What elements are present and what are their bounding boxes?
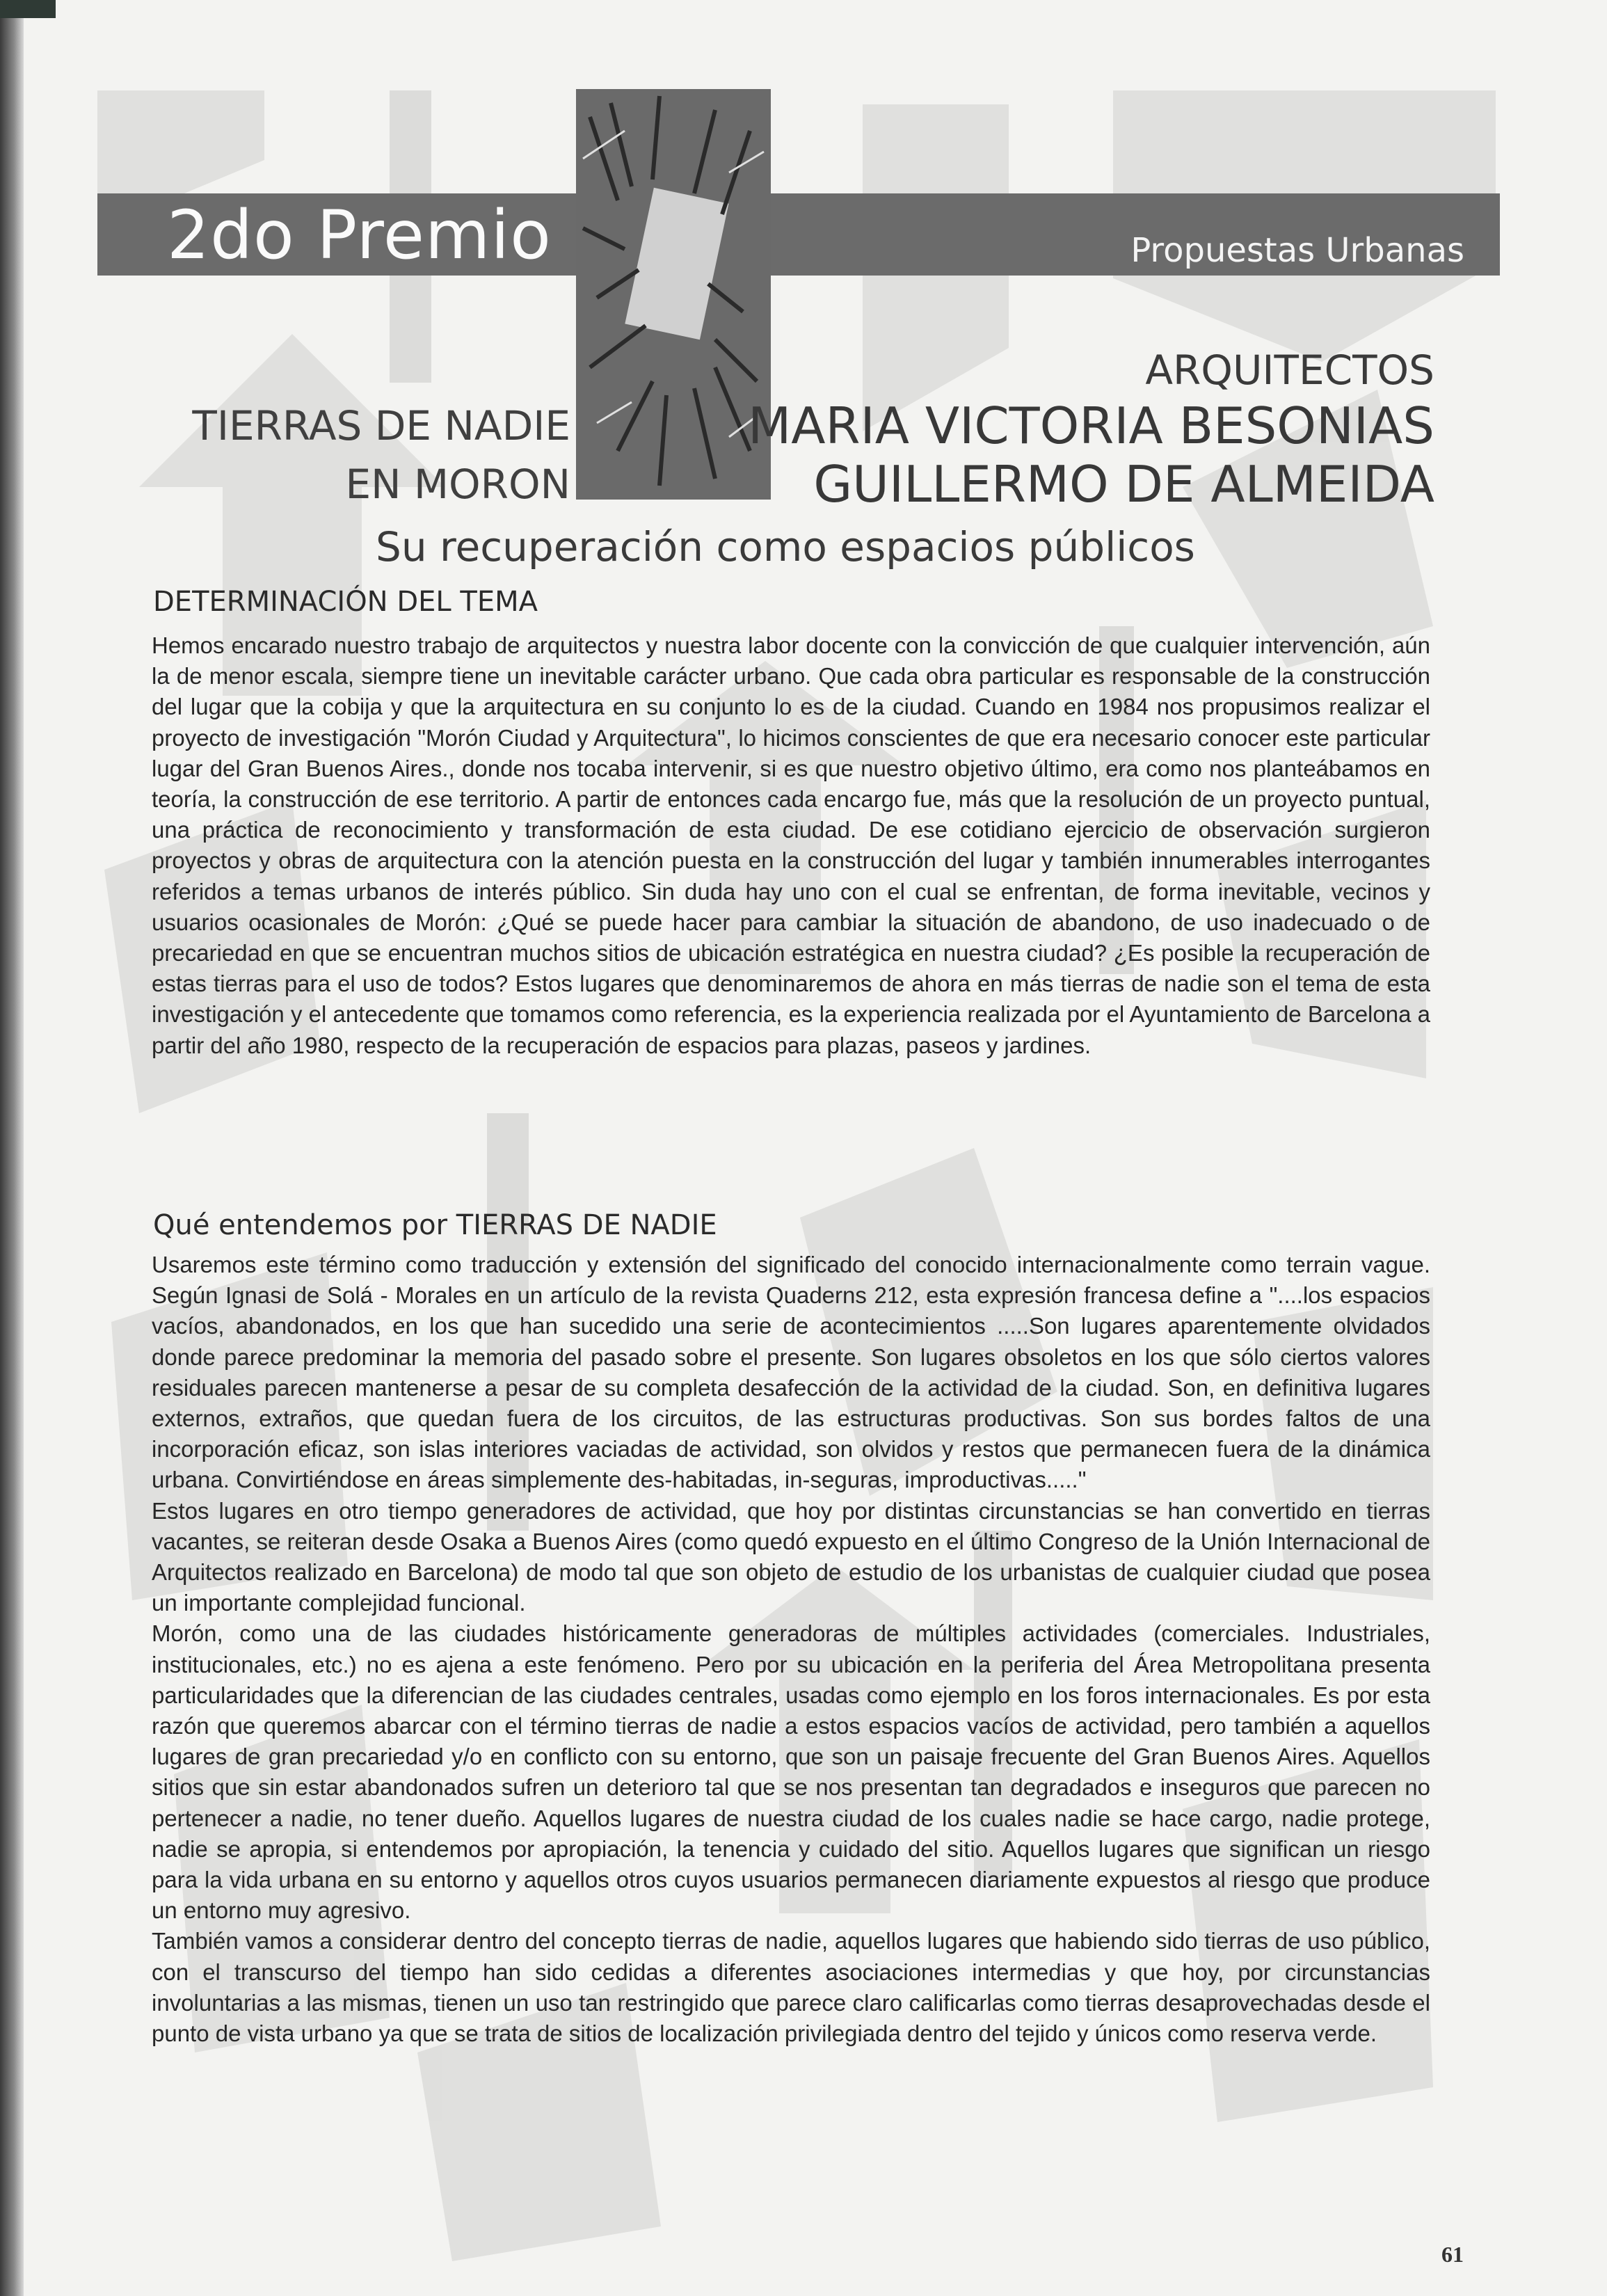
header-photo [576,89,771,500]
paragraph: Estos lugares en otro tiempo generadores de actividad, que hoy por distintas circunstancias se han convertido en tierras vacantes, se reiteran desde Osaka a Buenos Aires (como quedó expuesto en el último Congreso de la Unión Internacional de Arquitectos realizado en Barcelona) de modo tal que son objeto de estudio de los urbanistas de cualquier ciudad que posea un importante complejidad funcional. [152,1497,1430,1616]
page-number: 61 [1441,2242,1464,2267]
architects-label: ARQUITECTOS [1145,346,1434,394]
project-title [192,397,570,513]
architecture-photo-graphic [576,89,771,500]
section-label: Propuestas Urbanas [1130,231,1464,270]
paragraph: Morón, como una de las ciudades históricamente generadoras de múltiples actividades (comerciales. Industriales, institucionales, etc.) no es ajena a este fenómeno. Pero por su ubicación en la periferia del Área Metropolitana presenta particularidades que la diferencian de las ciudades centrales, usadas como ejemplo en los foros internacionales. Es por esta razón que queremos abarcar con el término tierras de nadie a estos espacios vacíos de actividad, pero también a aquellos lugares de gran precariedad y/o en conflicto con su entorno, que son un paisaje frecuente del Gran Buenos Aires. Aquellos sitios que sin estar abandonados sufren un deterioro tal que se nos presentan tan degradados e inseguros que parecen no pertenecer a nadie, no tener dueño. Aquellos lugares de nuestra ciudad de los cuales nadie se hace cargo, nadie protege, nadie se apropia, si entendemos por apropiación, la tenencia y cuidado del sitio. Aquellos lugares que significan un riesgo para la vida urbana en su entorno y aquellos otros cuyos usuarios permanecen diariamente expuestos al riesgo que produce un entorno muy agresivo. [152,1620,1430,1924]
author-name: GUILLERMO DE ALMEIDA [813,455,1434,513]
paragraph: También vamos a considerar dentro del concepto tierras de nadie, aquellos lugares que habiendo sido tierras de uso público, con el transcurso del tiempo han sido cedidas a diferentes asociaciones intermedias y que hoy, por circunstancias involuntarias a las mismas, tienen un uso tan restringido que parece claro calificarlas como tierras desaprovechadas desde el punto de vista urbano ya que se trata de sitios de localización privilegiada dentro del tejido y únicos como reserva verde. [152,1928,1430,2047]
project-title-line-2: EN MORON [345,461,570,508]
section-heading: Qué entendemos por TIERRAS DE NADIE [153,1209,717,1241]
section-body [152,1250,1430,2049]
project-title-line-1: TIERRAS DE NADIE [192,402,570,449]
section-heading: DETERMINACIÓN DEL TEMA [153,586,538,618]
author-list [748,397,1434,513]
article-subtitle: Su recuperación como espacios públicos [376,523,1195,571]
author-name: MARIA VICTORIA BESONIAS [748,397,1434,455]
paragraph: Usaremos este término como traducción y extensión del significado del conocido internacionalmente como terrain vague. Según Ignasi de Solá - Morales en un artículo de la revista Quaderns 212, esta expresión francesa define a "....los espacios vacíos, abandonados, en los que han sucedido una serie de acontecimientos .....Son lugares aparentemente olvidados donde parece predominar la memoria del pasado sobre el presente. Son lugares obsoletos en los que sólo ciertos valores residuales parecen mantenerse a pesar de su completa desafección de la actividad de la ciudad. Son, en definitiva lugares externos, extraños, que quedan fuera de los circuitos, de las estructuras productivas. Son sus bordes faltos de una incorporación eficaz, son islas interiores vaciadas de actividad, son olvidos y restos que permanecen fuera de la dinámica urbana. Convirtiéndose en áreas simplemente des-habitadas, in-seguras, improductivas....." [152,1252,1430,1493]
paragraph: Hemos encarado nuestro trabajo de arquitectos y nuestra labor docente con la convicción de que cualquier intervención, aún la de menor escala, siempre tiene un inevitable carácter urbano. Que cada obra particular es responsable de la construcción del lugar que la cobija y que la arquitectura en su conjunto lo es de la ciudad. Cuando en 1984 nos propusimos realizar el proyecto de investigación "Morón Ciudad y Arquitectura", lo hicimos conscientes de que era necesario conocer este particular lugar del Gran Buenos Aires., donde nos tocaba intervenir, si es que nuestro objetivo último, era como nos planteábamos en teoría, la construcción de ese territorio. A partir de entonces cada encargo fue, más que la resolución de un proyecto puntual, una práctica de reconocimiento y transformación de esta ciudad. De ese cotidiano ejercicio de observación surgieron proyectos y obras de arquitectura con la atención puesta en la construcción del lugar y también innumerables interrogantes referidos a temas urbanos de interés público. Sin duda hay uno con el cual se enfrentan, de forma inevitable, vecinos y usuarios ocasionales de Morón: ¿Qué se puede hacer para cambiar la situación de abandono, de uso inadecuado o de precariedad en que se encuentran muchos sitios de ubicación estratégica en nuestra ciudad? ¿Es posible la recuperación de estas tierras para el uso de todos? Estos lugares que denominaremos de ahora en más tierras de nadie son el tema de esta investigación y el antecedente que tomamos como referencia, es la experiencia realizada por el Ayuntamiento de Barcelona a partir del año 1980, respecto de la recuperación de espacios para plazas, paseos y jardines. [152,632,1430,1058]
prize-title: 2do Premio [167,196,552,274]
section-body [152,630,1430,1061]
